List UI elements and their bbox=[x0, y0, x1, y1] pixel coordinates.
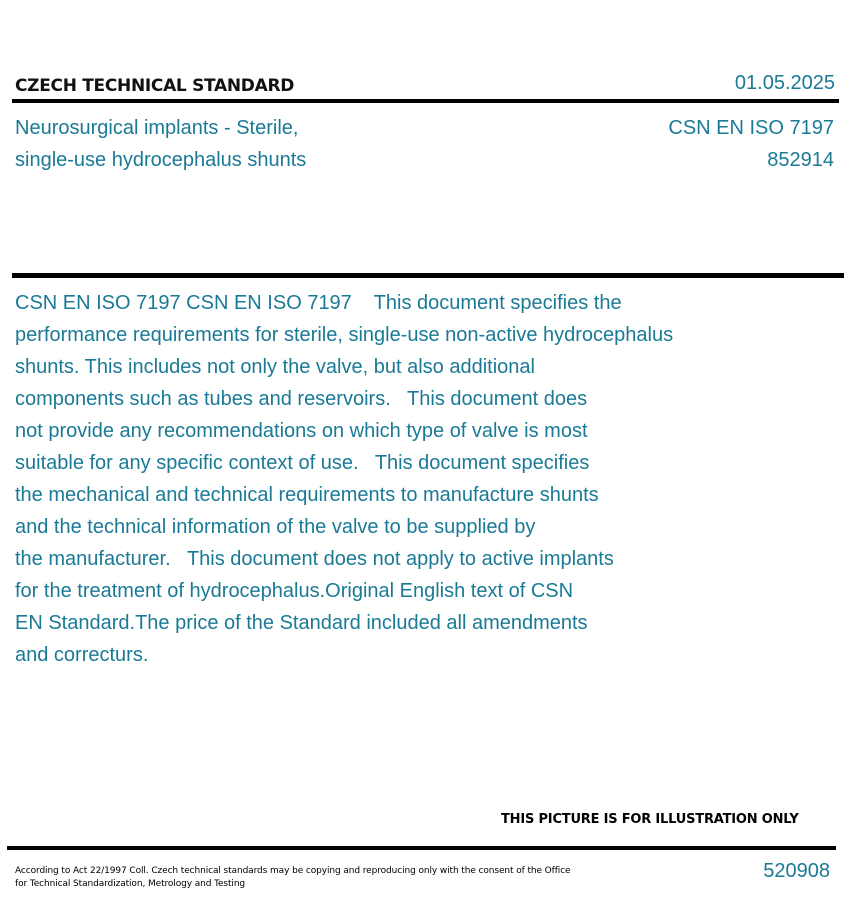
standard-title-line-1: Neurosurgical implants - Sterile, bbox=[15, 117, 299, 139]
document-type-label: CZECH TECHNICAL STANDARD bbox=[15, 76, 295, 96]
abstract-line: EN Standard.The price of the Standard included all amendments bbox=[15, 612, 588, 634]
standard-code: CSN EN ISO 7197 bbox=[668, 117, 834, 139]
abstract-line: not provide any recommendations on which type of valve is most bbox=[15, 420, 588, 442]
abstract-line: CSN EN ISO 7197 CSN EN ISO 7197 This document specifies the bbox=[15, 292, 622, 314]
footer-document-number: 520908 bbox=[763, 860, 830, 882]
publication-date: 01.05.2025 bbox=[734, 72, 835, 94]
catalog-number: 852914 bbox=[767, 149, 834, 171]
footer-rule bbox=[7, 846, 836, 850]
abstract-line: shunts. This includes not only the valve, but also additional bbox=[15, 356, 535, 378]
abstract-line: components such as tubes and reservoirs. This document does bbox=[15, 388, 588, 410]
header-rule bbox=[12, 99, 839, 103]
abstract-line: and correcturs. bbox=[15, 644, 149, 666]
legal-notice-line: According to Act 22/1997 Coll. Czech technical standards may be copying and reproducing only with the consent of the Office bbox=[15, 866, 571, 876]
abstract-line: performance requirements for sterile, single-use non-active hydrocephalus bbox=[15, 324, 674, 346]
abstract-line: the manufacturer. This document does not apply to active implants bbox=[15, 548, 614, 570]
abstract-line: suitable for any specific context of use. This document specifies bbox=[15, 452, 590, 474]
abstract-line: and the technical information of the valve to be supplied by bbox=[15, 516, 536, 538]
abstract-line: the mechanical and technical requirements to manufacture shunts bbox=[15, 484, 599, 506]
abstract bbox=[15, 287, 735, 671]
legal-notice bbox=[15, 865, 585, 891]
standard-title-line-2: single-use hydrocephalus shunts bbox=[15, 149, 307, 171]
legal-notice-line: for Technical Standardization, Metrology and Testing bbox=[15, 879, 246, 889]
title-rule bbox=[12, 273, 844, 278]
abstract-line: for the treatment of hydrocephalus.Original English text of CSN bbox=[15, 580, 574, 602]
illustration-note: THIS PICTURE IS FOR ILLUSTRATION ONLY bbox=[501, 812, 799, 827]
